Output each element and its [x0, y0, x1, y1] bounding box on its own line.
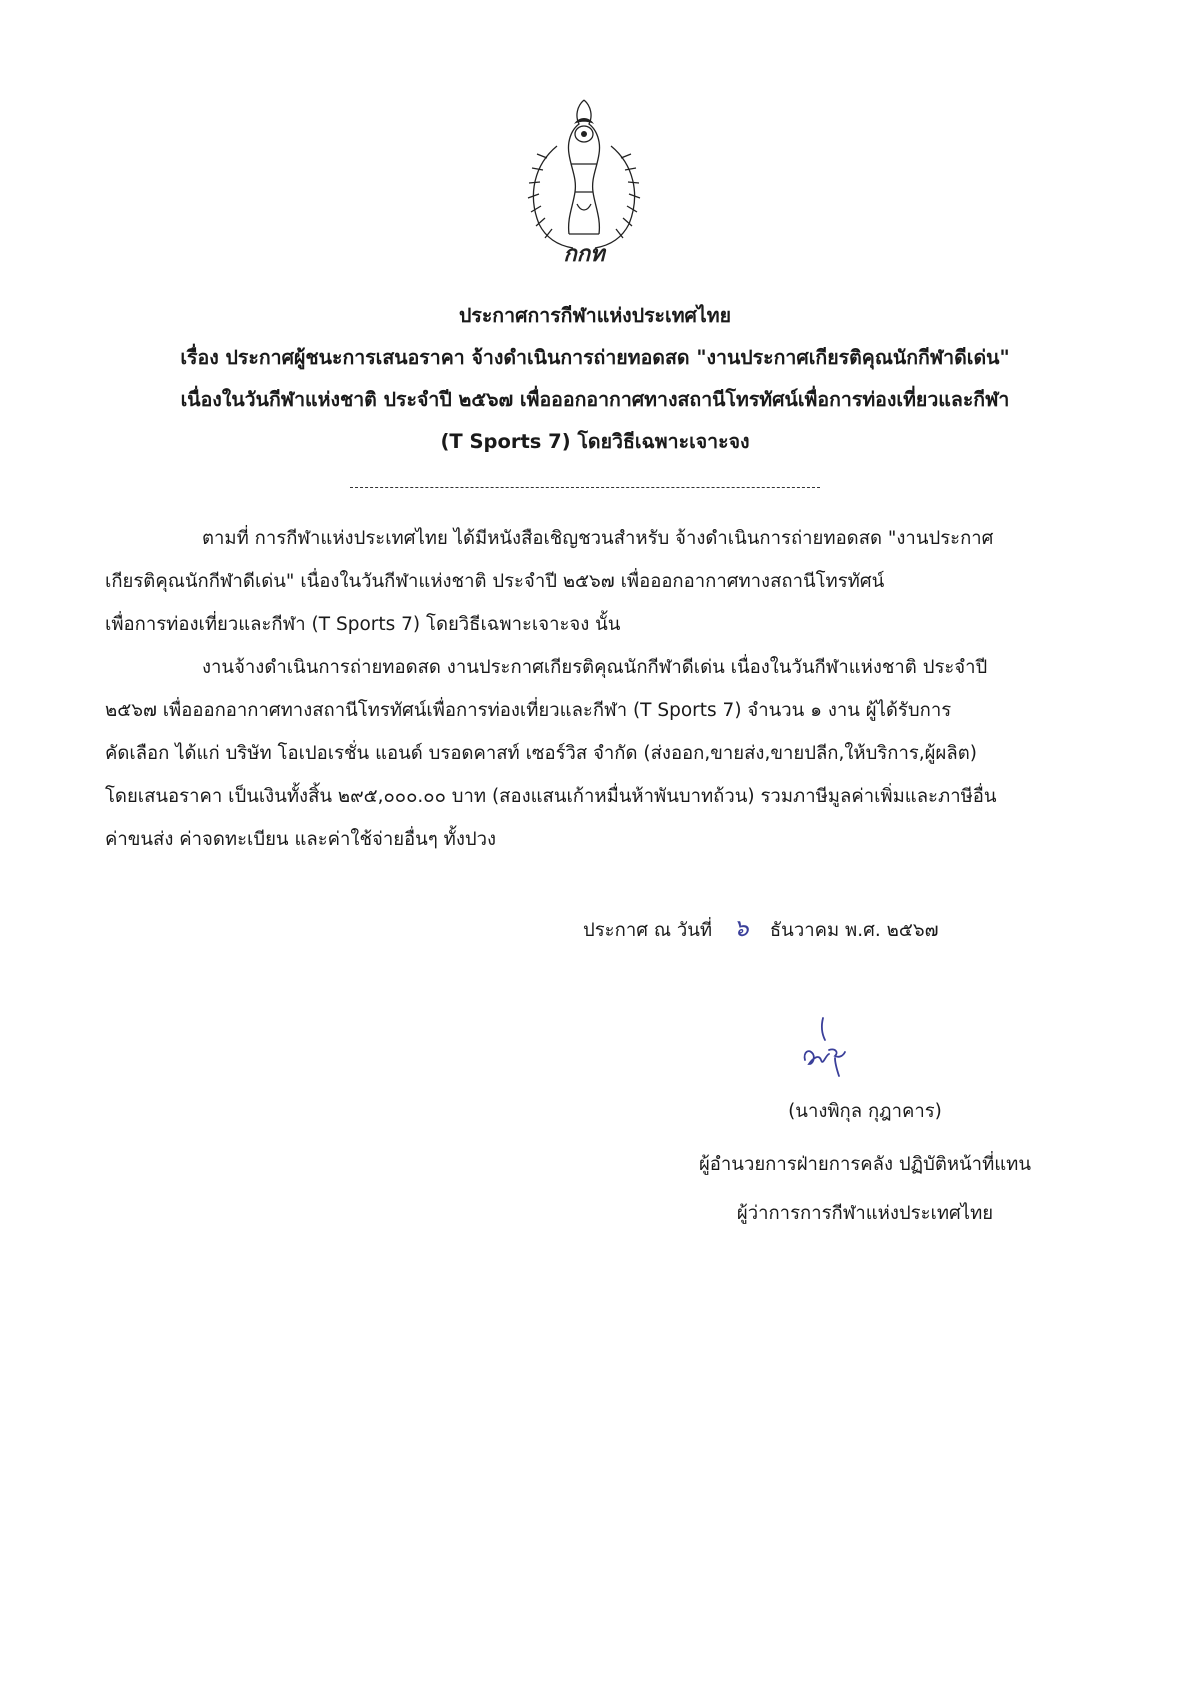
emblem-monogram: กกท [563, 242, 605, 266]
sat-emblem-logo [517, 94, 651, 266]
paragraph-2-line-5: ค่าขนส่ง ค่าจดทะเบียน และค่าใช้จ่ายอื่นๆ ทั้งปวง [105, 829, 497, 850]
date-prefix: ประกาศ ณ วันที่ [583, 920, 713, 941]
date-day-handwritten: ๖ [733, 914, 749, 942]
paragraph-1-line-1: ตามที่ การกีฬาแห่งประเทศไทย ได้มีหนังสือเชิญชวนสำหรับ จ้างดำเนินการถ่ายทอดสด "งานประกาศ [202, 528, 994, 549]
announcement-date [583, 914, 939, 945]
paragraph-2-line-4: โดยเสนอราคา เป็นเงินทั้งสิ้น ๒๙๕,๐๐๐.๐๐ บาท (สองแสนเก้าหมื่นห้าพันบาทถ้วน) รวมภาษีมูลค่าเพิ่มและภาษีอื่น [105, 786, 997, 807]
paragraph-2-line-3: คัดเลือก ได้แก่ บริษัท โอเปอเรชั่น แอนด์ บรอดคาสท์ เซอร์วิส จำกัด (ส่งออก,ขายส่ง,ขายปลีก,ให้บริการ,ผู้ผลิต) [105, 743, 977, 764]
announcement-subject-line-3: (T Sports 7) โดยวิธีเฉพาะเจาะจง [440, 430, 750, 453]
announcement-subject-line-2: เนื่องในวันกีฬาแห่งชาติ ประจำปี ๒๕๖๗ เพื่อออกอากาศทางสถานีโทรทัศน์เพื่อการท่องเที่ยวและกีฬา [180, 388, 1010, 411]
paragraph-2-line-2: ๒๕๖๗ เพื่อออกอากาศทางสถานีโทรทัศน์เพื่อการท่องเที่ยวและกีฬา (T Sports 7) จำนวน ๑ งาน ผู้ได้รับการ [105, 700, 952, 721]
paragraph-1-line-3: เพื่อการท่องเที่ยวและกีฬา (T Sports 7) โดยวิธีเฉพาะเจาะจง นั้น [105, 614, 621, 635]
signatory-name: (นางพิกุล กุฎาคาร) [788, 1101, 942, 1122]
date-suffix: ธันวาคม พ.ศ. ๒๕๖๗ [769, 920, 939, 941]
announcement-subject-line-1: เรื่อง ประกาศผู้ชนะการเสนอราคา จ้างดำเนินการถ่ายทอดสด "งานประกาศเกียรติคุณนักกีฬาดีเด่น" [180, 346, 1010, 369]
signatory-position-1: ผู้อำนวยการฝ่ายการคลัง ปฏิบัติหน้าที่แทน [698, 1154, 1032, 1175]
handwritten-signature [795, 1012, 855, 1082]
paragraph-1-line-2: เกียรติคุณนักกีฬาดีเด่น" เนื่องในวันกีฬาแห่งชาติ ประจำปี ๒๕๖๗ เพื่อออกอากาศทางสถานีโทรทัศน์ [105, 571, 885, 592]
announcement-org: ประกาศการกีฬาแห่งประเทศไทย [458, 304, 732, 327]
divider-dashed [350, 487, 820, 488]
signatory-position-2: ผู้ว่าการการกีฬาแห่งประเทศไทย [736, 1203, 994, 1224]
paragraph-2-line-1: งานจ้างดำเนินการถ่ายทอดสด งานประกาศเกียรติคุณนักกีฬาดีเด่น เนื่องในวันกีฬาแห่งชาติ ประจำปี [202, 657, 988, 678]
